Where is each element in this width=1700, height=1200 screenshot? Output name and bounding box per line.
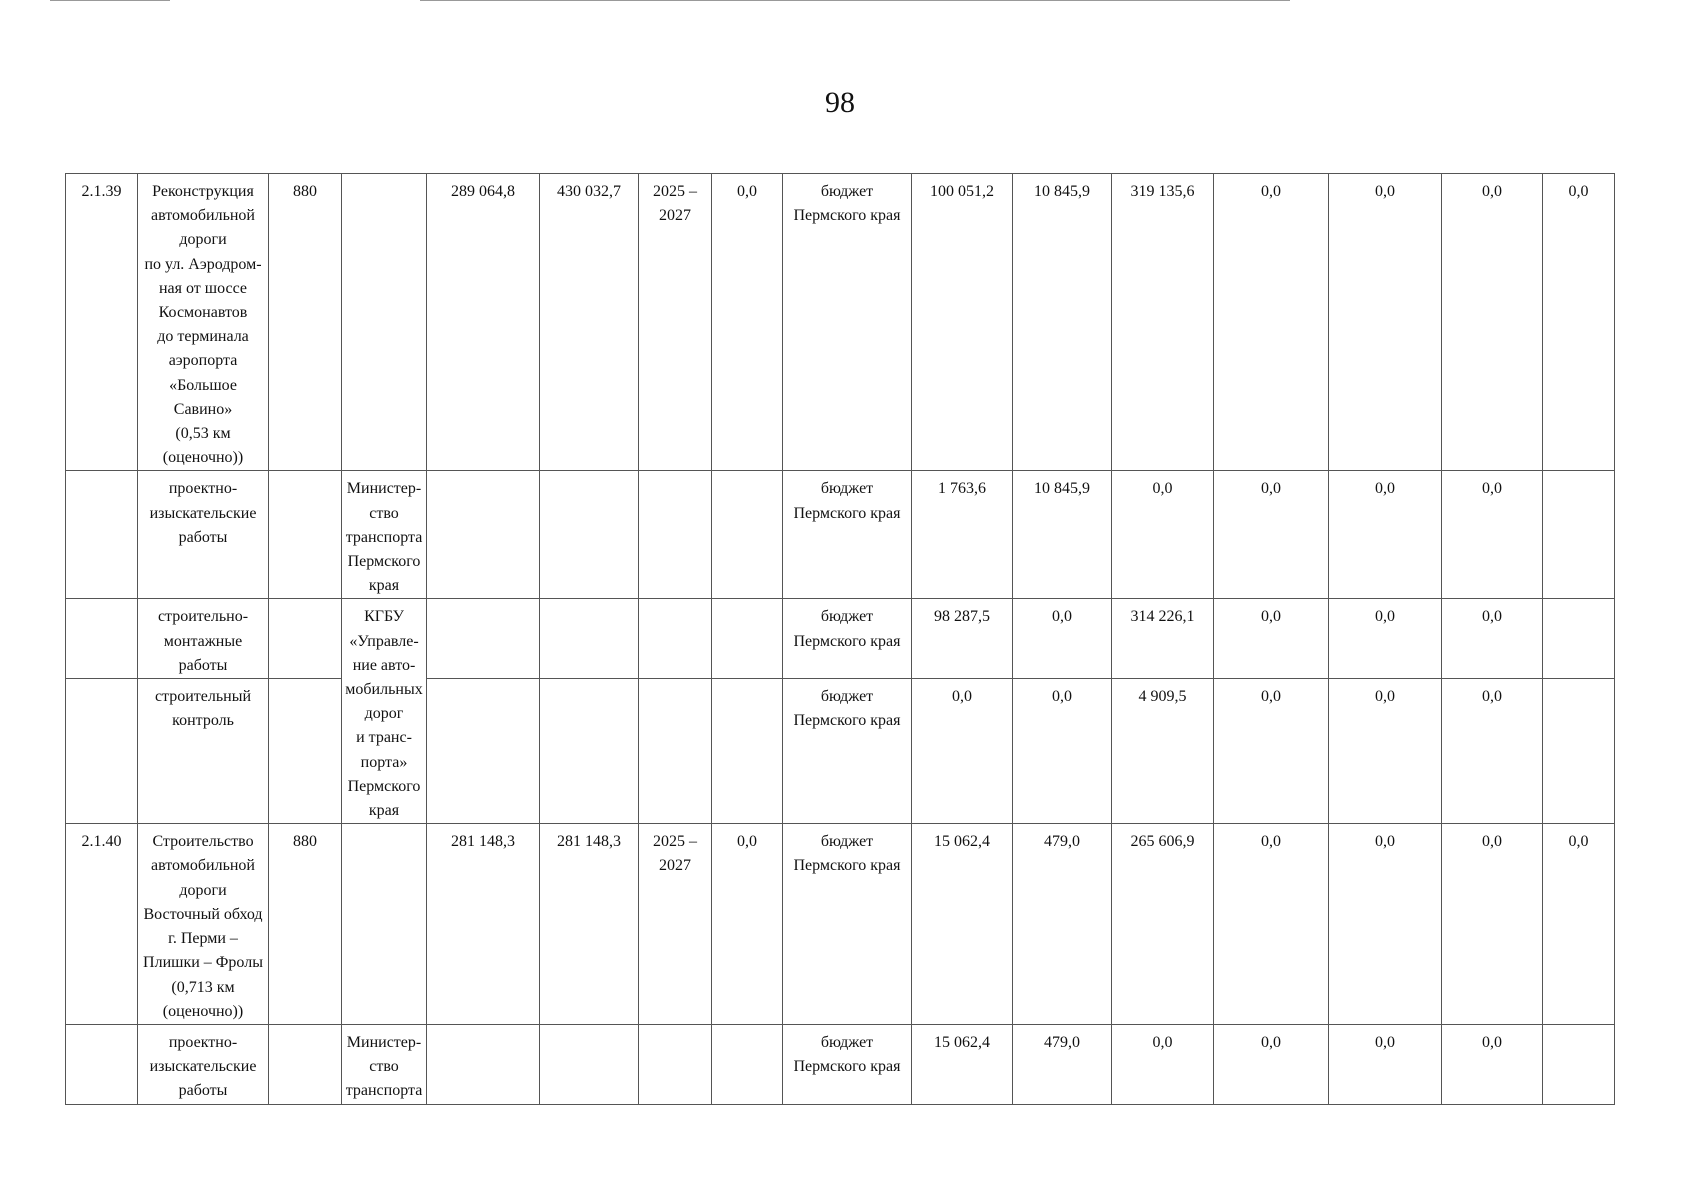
year-value-4: 0,0	[1214, 599, 1329, 679]
year-value-7	[1543, 599, 1615, 679]
year-value-6: 0,0	[1442, 679, 1543, 824]
year-value-7: 0,0	[1543, 824, 1615, 1025]
scan-artifact-top-mid	[420, 0, 1290, 1]
table-row-2-1-39	[66, 174, 1615, 471]
year-value-4: 0,0	[1214, 824, 1329, 1025]
year-value-5: 0,0	[1329, 174, 1442, 471]
year-value-3: 4 909,5	[1112, 679, 1214, 824]
year-value-4: 0,0	[1214, 679, 1329, 824]
year-value-2: 479,0	[1013, 1024, 1112, 1104]
year-value-3: 0,0	[1112, 1024, 1214, 1104]
total-cost-cell	[540, 1024, 639, 1104]
year-value-7	[1543, 1024, 1615, 1104]
scan-artifact-top-left	[50, 0, 170, 1]
year-value-6: 0,0	[1442, 1024, 1543, 1104]
period-cell: 2025 – 2027	[639, 174, 712, 471]
spent-cell: 0,0	[712, 824, 783, 1025]
period-cell	[639, 599, 712, 679]
event-name: строительно-монтажные работы	[138, 599, 269, 679]
estimated-cost-cell	[427, 599, 540, 679]
year-value-5: 0,0	[1329, 679, 1442, 824]
row-number: 2.1.40	[66, 824, 138, 1025]
period-cell: 2025 – 2027	[639, 824, 712, 1025]
estimated-cost-cell	[427, 1024, 540, 1104]
code-cell	[269, 679, 342, 824]
estimated-cost-cell	[427, 471, 540, 599]
spent-cell	[712, 1024, 783, 1104]
row-number: 2.1.39	[66, 174, 138, 471]
code-cell	[269, 471, 342, 599]
year-value-7	[1543, 679, 1615, 824]
page-number: 98	[825, 86, 855, 119]
table-row-sub	[66, 1024, 1615, 1104]
spent-cell: 0,0	[712, 174, 783, 471]
year-value-7: 0,0	[1543, 174, 1615, 471]
year-value-7	[1543, 471, 1615, 599]
total-cost-cell: 281 148,3	[540, 824, 639, 1025]
estimated-cost-cell: 289 064,8	[427, 174, 540, 471]
row-number	[66, 1024, 138, 1104]
event-name: Строительство автомобильной дороги Восточный обход г. Перми – Плишки – Фролы (0,713 км (оценочно))	[138, 824, 269, 1025]
table-row-sub	[66, 471, 1615, 599]
year-value-6: 0,0	[1442, 824, 1543, 1025]
year-value-6: 0,0	[1442, 471, 1543, 599]
year-value-6: 0,0	[1442, 174, 1543, 471]
year-value-3: 0,0	[1112, 471, 1214, 599]
table-row-sub	[66, 679, 1615, 824]
period-cell	[639, 471, 712, 599]
year-value-3: 314 226,1	[1112, 599, 1214, 679]
budget-table	[65, 173, 1615, 1105]
year-value-5: 0,0	[1329, 599, 1442, 679]
funding-source-cell: бюджет Пермского края	[783, 174, 912, 471]
year-value-5: 0,0	[1329, 471, 1442, 599]
year-value-1: 100 051,2	[912, 174, 1013, 471]
code-cell: 880	[269, 174, 342, 471]
year-value-4: 0,0	[1214, 471, 1329, 599]
year-value-4: 0,0	[1214, 174, 1329, 471]
funding-source-cell: бюджет Пермского края	[783, 1024, 912, 1104]
table-row-2-1-40	[66, 824, 1615, 1025]
year-value-1: 15 062,4	[912, 1024, 1013, 1104]
year-value-1: 98 287,5	[912, 599, 1013, 679]
row-number	[66, 599, 138, 679]
executor-cell: КГБУ «Управле- ние авто- мобильных дорог и транс- порта» Пермского края	[342, 599, 427, 824]
funding-source-cell: бюджет Пермского края	[783, 679, 912, 824]
year-value-2: 479,0	[1013, 824, 1112, 1025]
total-cost-cell	[540, 471, 639, 599]
event-name: проектно-изыскательские работы	[138, 471, 269, 599]
spent-cell	[712, 599, 783, 679]
year-value-2: 10 845,9	[1013, 471, 1112, 599]
estimated-cost-cell: 281 148,3	[427, 824, 540, 1025]
executor-cell: Министер- ство транспорта Пермского края	[342, 471, 427, 599]
year-value-1: 1 763,6	[912, 471, 1013, 599]
year-value-5: 0,0	[1329, 824, 1442, 1025]
executor-cell	[342, 174, 427, 471]
total-cost-cell	[540, 599, 639, 679]
year-value-3: 265 606,9	[1112, 824, 1214, 1025]
funding-source-cell: бюджет Пермского края	[783, 599, 912, 679]
code-cell: 880	[269, 824, 342, 1025]
year-value-4: 0,0	[1214, 1024, 1329, 1104]
year-value-6: 0,0	[1442, 599, 1543, 679]
funding-source-cell: бюджет Пермского края	[783, 824, 912, 1025]
table-row-sub	[66, 599, 1615, 679]
event-name: Реконструкция автомобильной дороги по ул. Аэродром- ная от шоссе Космонавтов до терминала аэропорта «Большое Савино» (0,53 км (оценочно))	[138, 174, 269, 471]
event-name: строительный контроль	[138, 679, 269, 824]
spent-cell	[712, 471, 783, 599]
year-value-2: 0,0	[1013, 599, 1112, 679]
year-value-2: 10 845,9	[1013, 174, 1112, 471]
total-cost-cell: 430 032,7	[540, 174, 639, 471]
code-cell	[269, 1024, 342, 1104]
year-value-5: 0,0	[1329, 1024, 1442, 1104]
row-number	[66, 471, 138, 599]
funding-source-cell: бюджет Пермского края	[783, 471, 912, 599]
year-value-1: 15 062,4	[912, 824, 1013, 1025]
period-cell	[639, 1024, 712, 1104]
executor-cell: Министер- ство транспорта	[342, 1024, 427, 1104]
year-value-2: 0,0	[1013, 679, 1112, 824]
spent-cell	[712, 679, 783, 824]
year-value-1: 0,0	[912, 679, 1013, 824]
event-name: проектно-изыскательские работы	[138, 1024, 269, 1104]
year-value-3: 319 135,6	[1112, 174, 1214, 471]
period-cell	[639, 679, 712, 824]
estimated-cost-cell	[427, 679, 540, 824]
row-number	[66, 679, 138, 824]
executor-cell	[342, 824, 427, 1025]
code-cell	[269, 599, 342, 679]
total-cost-cell	[540, 679, 639, 824]
